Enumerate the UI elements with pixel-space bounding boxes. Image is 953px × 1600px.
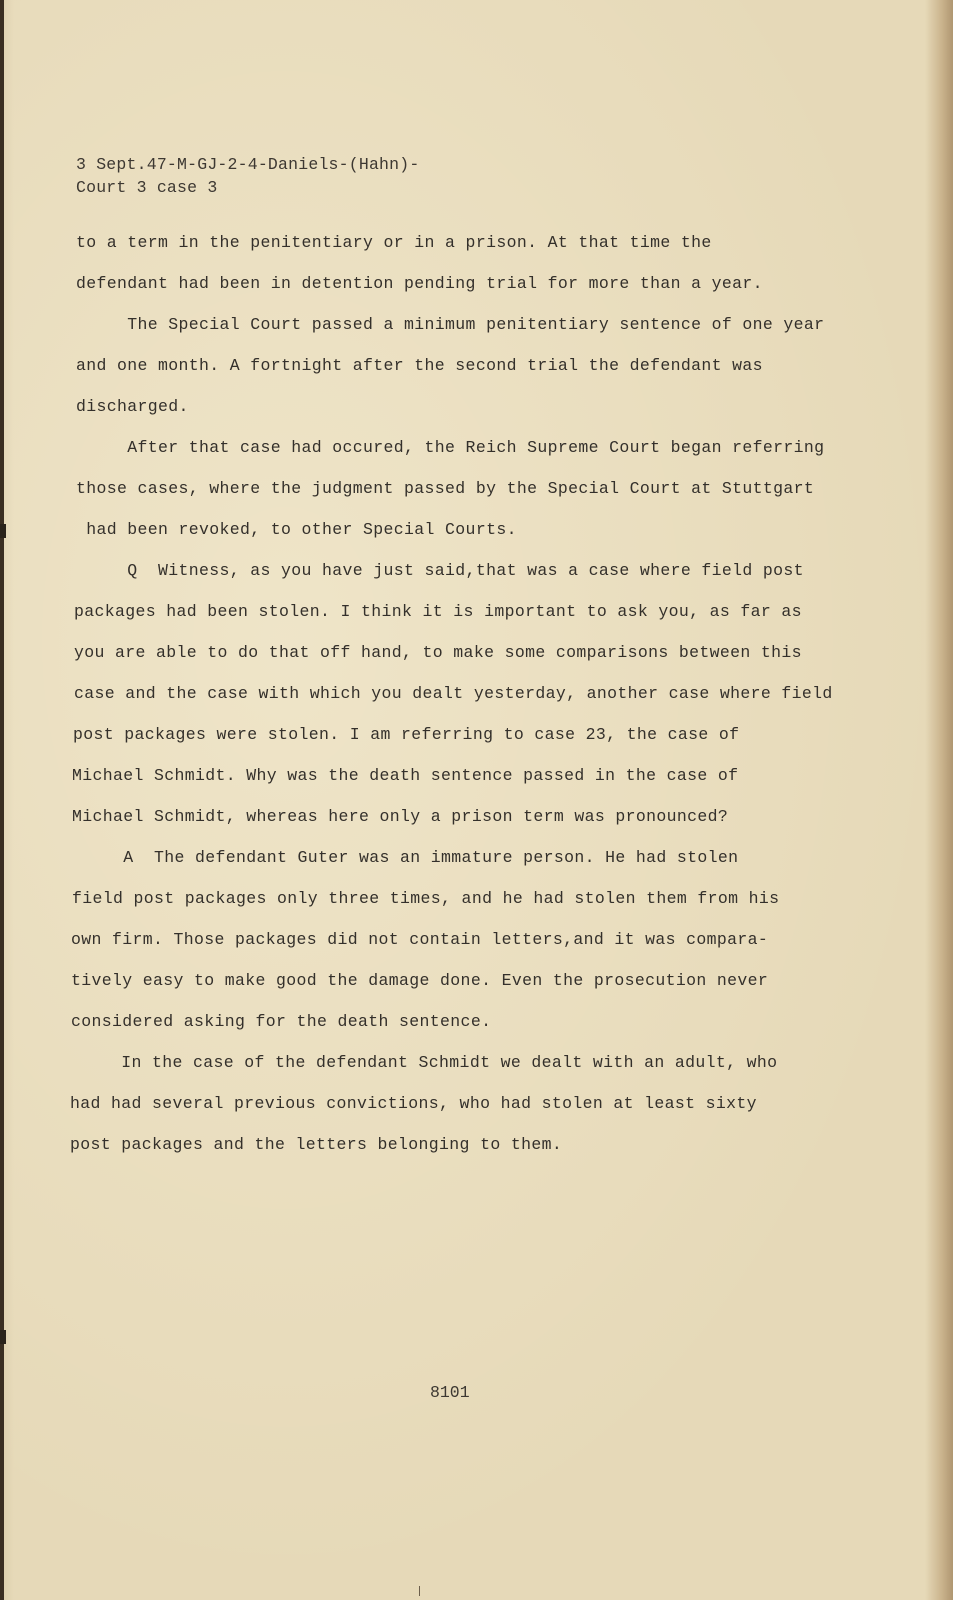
- text-line: After that case had occured, the Reich Supreme Court began referring: [76, 438, 825, 457]
- text-line: those cases, where the judgment passed by the Special Court at Stuttgart: [76, 479, 815, 498]
- text-line: discharged.: [76, 397, 189, 416]
- header-reference-line: 3 Sept.47-M-GJ-2-4-Daniels-(Hahn)-: [76, 155, 420, 174]
- text-line: defendant had been in detention pending trial for more than a year.: [76, 274, 763, 293]
- binding-mark: [0, 524, 6, 538]
- text-line: post packages were stolen. I am referring to case 23, the case of: [73, 725, 740, 744]
- text-line: and one month. A fortnight after the second trial the defendant was: [76, 356, 763, 375]
- text-line: considered asking for the death sentence.: [71, 1012, 492, 1031]
- text-line: you are able to do that off hand, to make some comparisons between this: [74, 643, 802, 662]
- text-line: had had several previous convictions, who had stolen at least sixty: [70, 1094, 757, 1113]
- text-line: to a term in the penitentiary or in a prison. At that time the: [76, 233, 712, 252]
- text-line: post packages and the letters belonging to them.: [70, 1135, 563, 1154]
- page-left-edge: [0, 0, 4, 1600]
- text-line: A The defendant Guter was an immature person. He had stolen: [72, 848, 739, 867]
- text-line: Michael Schmidt. Why was the death sentence passed in the case of: [72, 766, 739, 785]
- page-number: 8101: [430, 1383, 470, 1402]
- text-line: case and the case with which you dealt yesterday, another case where field: [74, 684, 833, 703]
- text-line: Michael Schmidt, whereas here only a prison term was pronounced?: [72, 807, 729, 826]
- header-court-line: Court 3 case 3: [76, 178, 218, 197]
- text-line: Q Witness, as you have just said,that was a case where field post: [76, 561, 804, 580]
- text-line: In the case of the defendant Schmidt we dealt with an adult, who: [70, 1053, 778, 1072]
- page-edge-shadow: [925, 0, 953, 1600]
- document-header: [76, 153, 419, 199]
- text-line: tively easy to make good the damage done. Even the prosecution never: [71, 971, 769, 990]
- text-line: The Special Court passed a minimum penitentiary sentence of one year: [76, 315, 825, 334]
- page-mark: [419, 1586, 420, 1596]
- text-line: own firm. Those packages did not contain letters,and it was compara-: [71, 930, 769, 949]
- text-line: had been revoked, to other Special Courts.: [76, 520, 517, 539]
- binding-mark: [0, 1330, 6, 1344]
- text-line: packages had been stolen. I think it is important to ask you, as far as: [74, 602, 802, 621]
- text-line: field post packages only three times, and he had stolen them from his: [72, 889, 780, 908]
